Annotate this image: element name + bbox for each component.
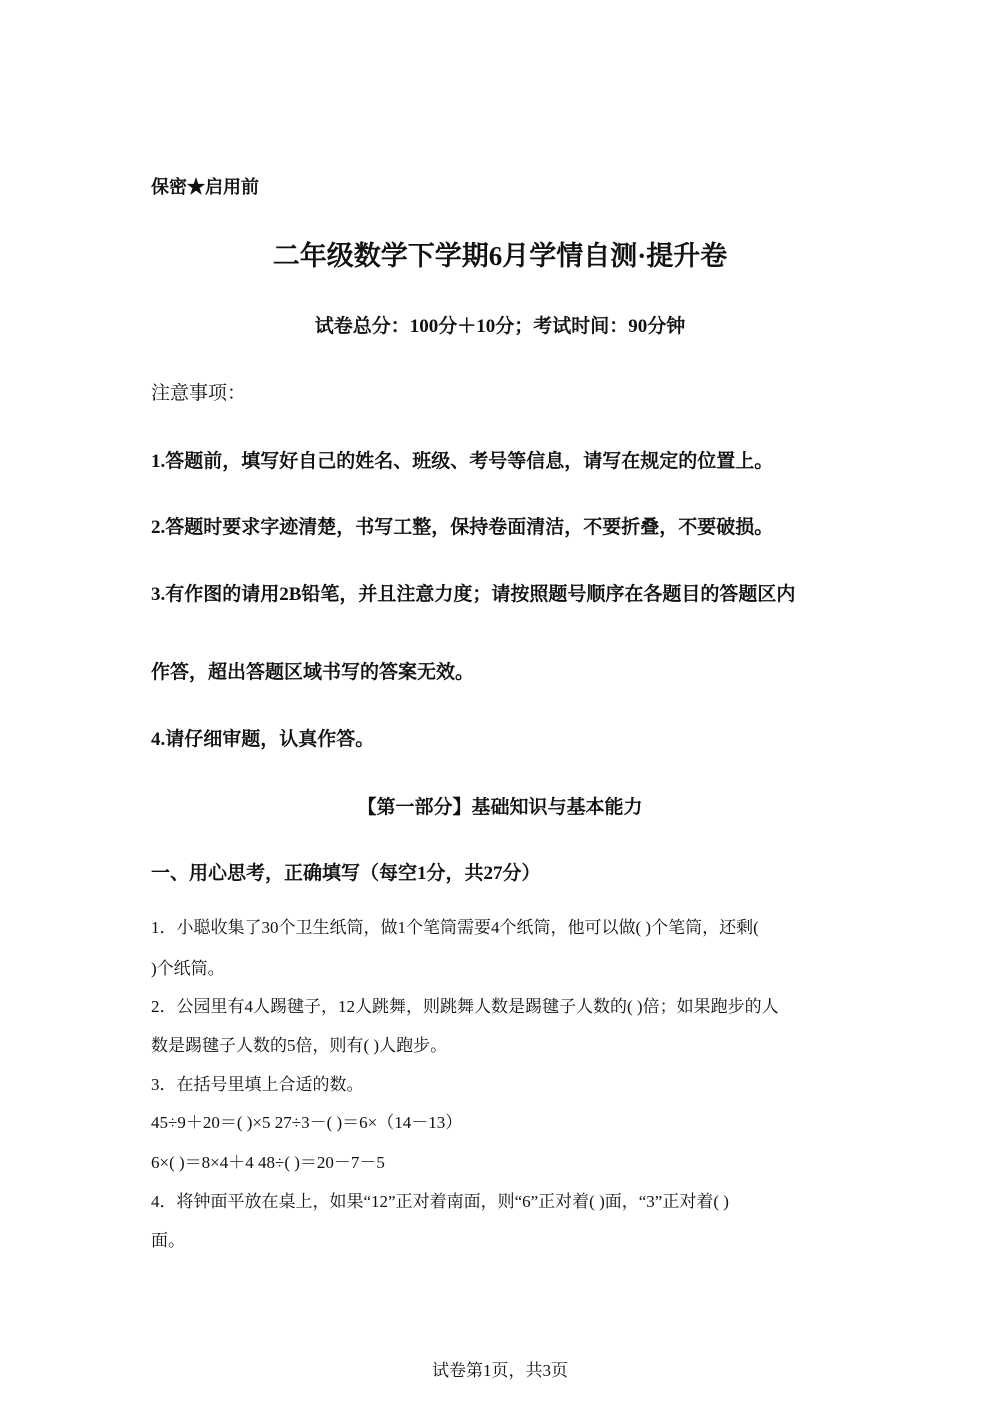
exam-title: 二年级数学下学期6月学情自测·提升卷: [272, 241, 728, 271]
page-footer: 试卷第1页，共3页: [432, 1361, 568, 1380]
question-1-line-2: )个纸筒。: [151, 959, 225, 978]
note-item: 2.答题时要求字迹清楚，书写工整，保持卷面清洁，不要折叠，不要破损。: [151, 517, 774, 538]
question-3-line-2: 45÷9＋20＝( )×5 27÷3－( )＝6×（14－13）: [151, 1113, 463, 1132]
part-heading: 【第一部分】基础知识与基本能力: [357, 797, 643, 818]
question-3-line-3: 6×( )＝8×4＋4 48÷( )＝20－7－5: [151, 1153, 385, 1172]
question-2-line-2: 数是踢毽子人数的5倍，则有( )人跑步。: [151, 1036, 448, 1055]
question-4-line-2: 面。: [151, 1231, 185, 1250]
question-3-line-1: 3．在括号里填上合适的数。: [151, 1075, 364, 1094]
note-item: 4.请仔细审题，认真作答。: [151, 729, 375, 750]
question-1-line-1: 1．小聪收集了30个卫生纸筒，做1个笔筒需要4个纸筒，他可以做( )个笔筒，还剩(: [151, 918, 759, 937]
note-item: 3.有作图的请用2B铅笔，并且注意力度；请按照题号顺序在各题目的答题区内: [151, 584, 796, 605]
note-item: 作答，超出答题区域书写的答案无效。: [151, 662, 475, 683]
confidential-label: 保密★启用前: [151, 177, 259, 197]
notes-heading: 注意事项：: [151, 383, 247, 404]
question-4-line-1: 4．将钟面平放在桌上，如果“12”正对着南面，则“6”正对着( )面，“3”正对着( ): [151, 1192, 729, 1211]
exam-subtitle: 试卷总分：100分＋10分；考试时间：90分钟: [314, 316, 686, 337]
section-heading: 一、用心思考，正确填写（每空1分，共27分）: [151, 863, 541, 884]
question-2-line-1: 2．公园里有4人踢毽子，12人跳舞，则跳舞人数是踢毽子人数的( )倍；如果跑步的人: [151, 997, 779, 1016]
note-item: 1.答题前，填写好自己的姓名、班级、考号等信息，请写在规定的位置上。: [151, 451, 774, 472]
